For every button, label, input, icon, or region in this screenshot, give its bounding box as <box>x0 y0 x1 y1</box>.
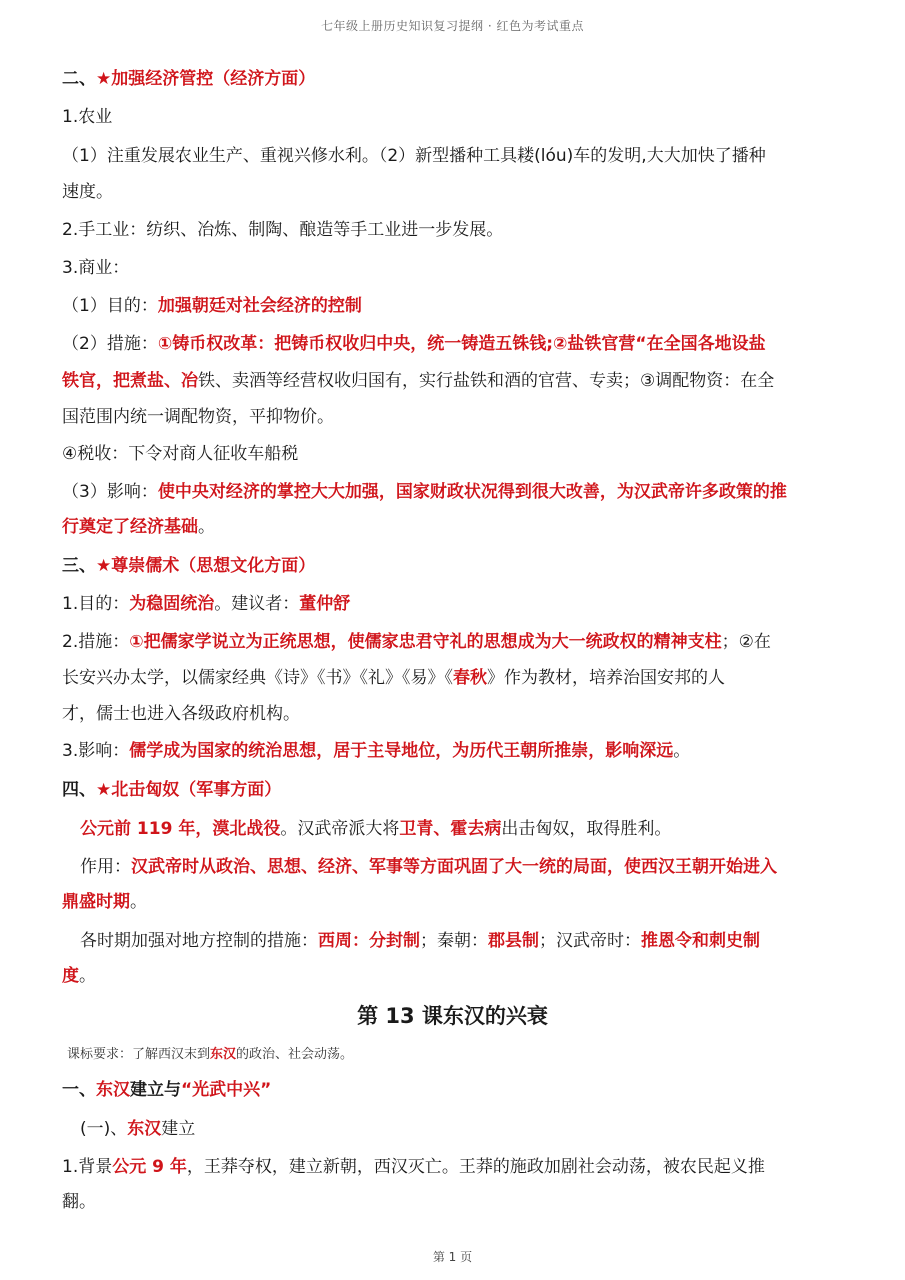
label: 2.措施： <box>62 632 130 652</box>
section-title: ★尊崇儒术（思想文化方面） <box>96 556 316 576</box>
key-point: 郡县制 <box>488 931 539 951</box>
section-number: 四、 <box>62 780 96 800</box>
xiongnu-battle-line <box>80 817 671 841</box>
key-point: 推恩令和刺史制 <box>641 931 760 951</box>
key-point: 春秋 <box>453 668 487 688</box>
key-point: 加强朝廷对社会经济的控制 <box>157 296 362 316</box>
text: 长安兴办太学，以儒家经典《诗》《书》《礼》《易》《 <box>62 668 453 688</box>
key-point: 公元前 119 年，漠北战役 <box>80 819 281 839</box>
commerce-purpose <box>62 294 362 318</box>
text: 的政治、社会动荡。 <box>236 1047 354 1062</box>
key-point: 铁官，把煮盐、冶 <box>62 371 198 391</box>
key-point: ①铸币权改革：把铸币权收归中央，统一铸造五铢钱;②盐铁官营“在全国各地设盐 <box>157 334 766 354</box>
label: （1）目的： <box>62 296 158 316</box>
commerce-impact-line-2 <box>62 515 215 539</box>
agriculture-line-2: 速度。 <box>62 182 113 202</box>
xiongnu-effect-line-1 <box>80 855 777 879</box>
curriculum-requirement <box>67 1043 353 1067</box>
text: (一)、 <box>80 1119 128 1139</box>
key-point: 行奠定了经济基础 <box>62 517 198 537</box>
text: 铁、卖酒等经营权收归国有，实行盐铁和酒的官营、专卖；③调配物资：在全 <box>198 371 775 391</box>
section-number: 三、 <box>62 556 96 576</box>
commerce-measures-line-1 <box>62 332 766 356</box>
page-header: 七年级上册历史知识复习提纲 · 红色为考试重点 <box>321 19 584 33</box>
text: 建立 <box>161 1119 196 1139</box>
key-point: 汉武帝时从政治、思想、经济、军事等方面巩固了大一统的局面，使西汉王朝开始进入 <box>131 857 777 877</box>
agriculture-line-1: （1）注重发展农业生产、重视兴修水利。（2）新型播种工具耧(lóu)车的发明,大大加快了播种 <box>62 146 766 166</box>
section-title: ★北击匈奴（军事方面） <box>96 780 282 800</box>
handicraft-line: 2.手工业：纺织、冶炼、制陶、酿造等手工业进一步发展。 <box>62 220 504 240</box>
background-line-2: 翻。 <box>62 1192 96 1212</box>
key-point: 为稳固统治 <box>129 594 215 614</box>
page-number: 第 1 页 <box>432 1250 473 1264</box>
label: 1.背景 <box>62 1157 113 1177</box>
xiongnu-effect-line-2 <box>62 890 147 914</box>
label: （3）影响： <box>62 482 158 502</box>
key-point: 西周：分封制 <box>318 931 420 951</box>
commerce-measures-line-3: 国范围内统一调配物资，平抑物价。 <box>62 407 334 427</box>
key-point: 东汉 <box>127 1119 162 1139</box>
section-number: 一、 <box>62 1080 96 1100</box>
confucianism-measures-line-2 <box>62 666 725 690</box>
key-point: 东汉 <box>96 1080 130 1100</box>
key-point: 儒学成为国家的统治思想，居于主导地位，为历代王朝所推崇，影响深远 <box>129 741 674 761</box>
text: 建立与 <box>130 1080 181 1100</box>
confucianism-measures-line-3: 才，儒士也进入各级政府机构。 <box>62 704 300 724</box>
text: ；汉武帝时： <box>539 931 641 951</box>
text: 。建议者： <box>214 594 300 614</box>
section-number: 二、 <box>62 69 96 89</box>
text: ，王莽夺权，建立新朝，西汉灭亡。王莽的施政加剧社会动荡，被农民起义推 <box>186 1157 765 1177</box>
text: 。 <box>198 517 215 537</box>
agriculture-title: 1.农业 <box>62 107 113 127</box>
section-title: ★加强经济管控（经济方面） <box>96 69 316 89</box>
text: 。 <box>673 741 691 761</box>
section-heading-economy <box>62 67 315 91</box>
text: 。 <box>79 966 96 986</box>
label: 1.目的： <box>62 594 130 614</box>
commerce-tax-line: ④税收：下令对商人征收车船税 <box>62 444 299 464</box>
key-point: 卫青、霍去病 <box>399 819 502 839</box>
key-point: 鼎盛时期 <box>62 892 130 912</box>
text: ；②在 <box>721 632 771 652</box>
key-point: 公元 9 年 <box>112 1157 187 1177</box>
text: ；秦朝： <box>420 931 488 951</box>
key-point: 东汉 <box>210 1047 237 1062</box>
commerce-title: 3.商业： <box>62 258 130 278</box>
label: （2）措施： <box>62 334 158 354</box>
text: 出击匈奴，取得胜利。 <box>501 819 672 839</box>
text: 。 <box>130 892 147 912</box>
commerce-impact-line-1 <box>62 480 787 504</box>
lesson-title: 第 13 课东汉的兴衰 <box>357 1004 548 1028</box>
label: 3.影响： <box>62 741 130 761</box>
local-control-line-2 <box>62 964 96 988</box>
key-point: ①把儒家学说立为正统思想，使儒家忠君守礼的思想成为大一统政权的精神支柱 <box>129 632 722 652</box>
text: 。汉武帝派大将 <box>280 819 400 839</box>
key-point: 董仲舒 <box>299 594 351 614</box>
text: 》作为教材，培养治国安邦的人 <box>487 668 725 688</box>
section-heading-xiongnu <box>62 778 281 802</box>
confucianism-purpose <box>62 592 350 616</box>
text: 各时期加强对地方控制的措施： <box>80 931 318 951</box>
confucianism-measures-line-1 <box>62 630 771 654</box>
key-point: 度 <box>62 966 79 986</box>
section-heading-confucianism <box>62 554 315 578</box>
text: 课标要求：了解西汉末到 <box>67 1047 211 1062</box>
local-control-line-1 <box>80 929 760 953</box>
confucianism-impact <box>62 739 690 763</box>
commerce-measures-line-2 <box>62 369 774 393</box>
label: 作用： <box>80 857 131 877</box>
key-point: 使中央对经济的掌控大大加强，国家财政状况得到很大改善，为汉武帝许多政策的推 <box>157 482 787 502</box>
subsection-heading <box>80 1117 195 1141</box>
section-heading-eastern-han <box>62 1078 271 1102</box>
key-point: “光武中兴” <box>181 1080 272 1100</box>
background-line-1 <box>62 1155 765 1179</box>
